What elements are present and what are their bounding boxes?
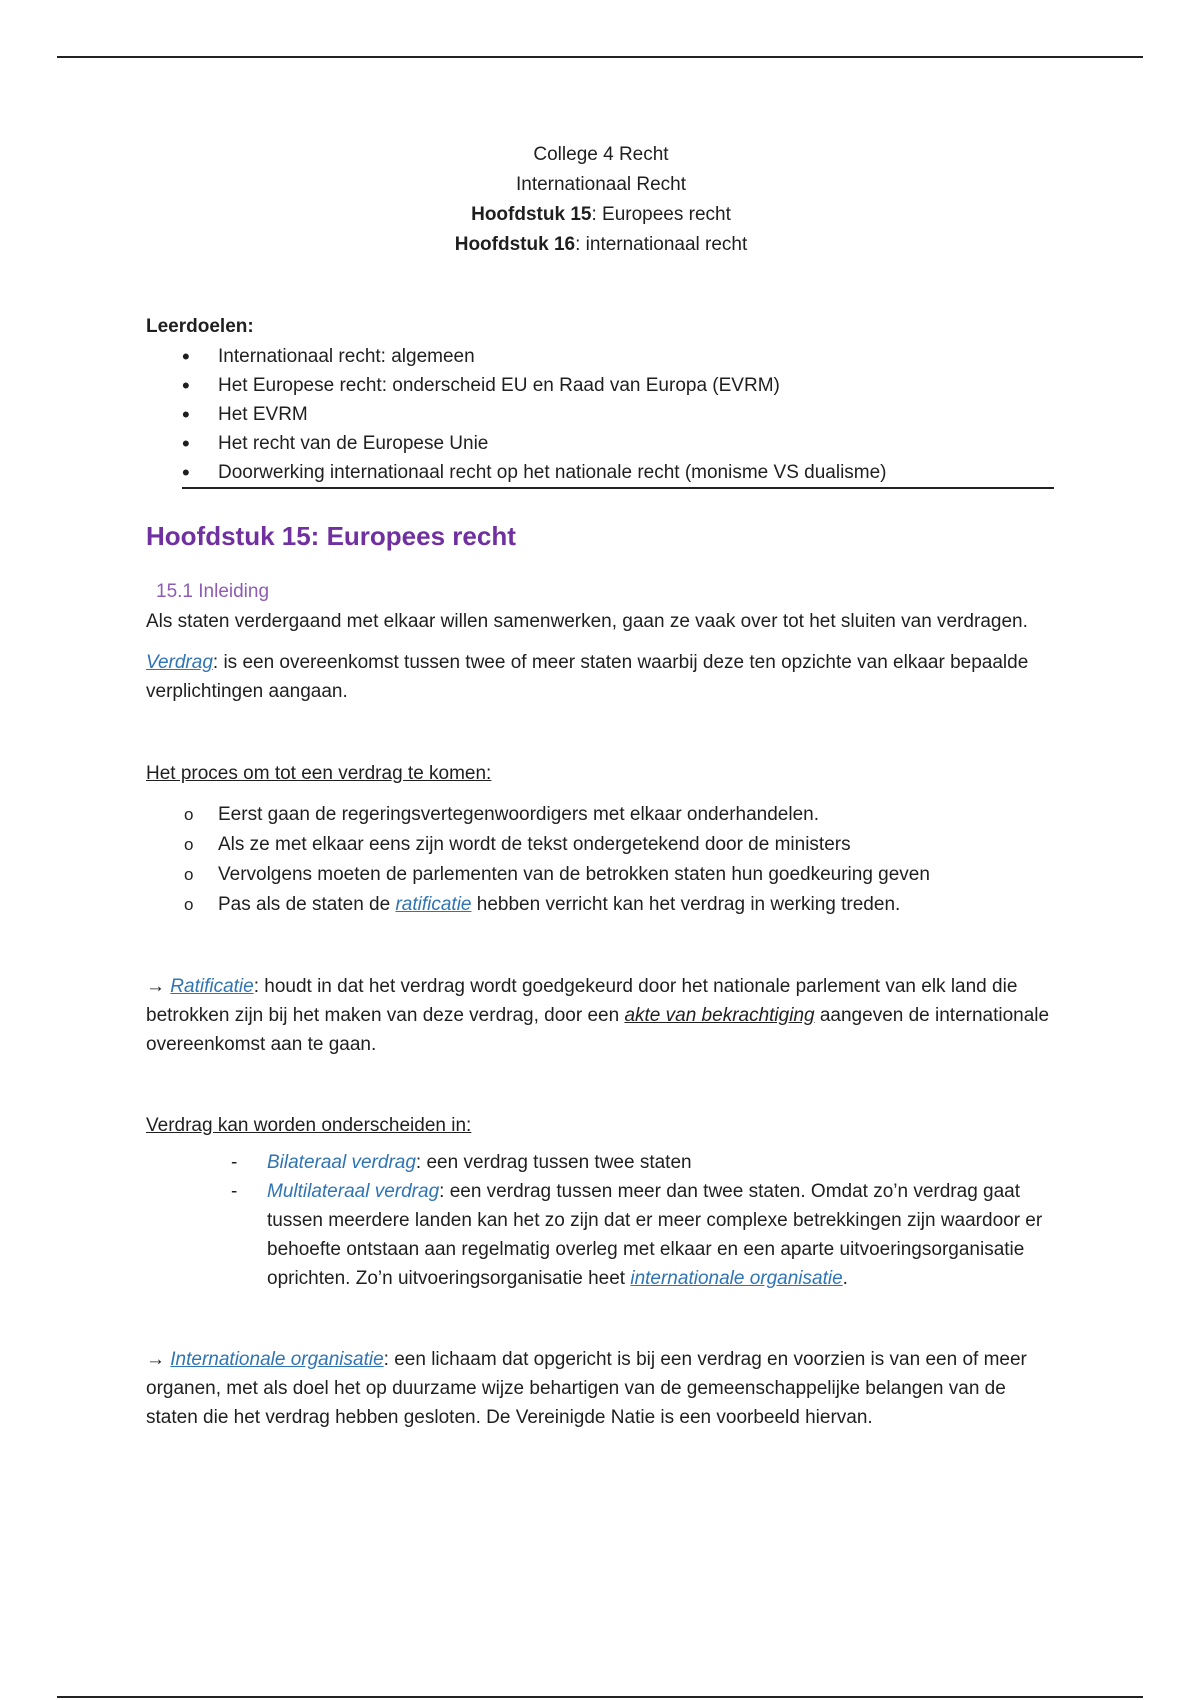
internationale-organisatie-link[interactable]: internationale organisatie (630, 1268, 843, 1289)
goals-divider (182, 487, 1054, 489)
intro-paragraph: Als staten verdergaand met elkaar willen samenwerken, gaan ze vaak over tot het sluiten van verdragen. (146, 611, 1028, 632)
page-top-rule (57, 56, 1143, 58)
section-heading: 15.1 Inleiding (156, 581, 270, 602)
list-item: • Doorwerking internationaal recht op het nationale recht (monisme VS dualisme) (146, 458, 1056, 487)
types-heading: Verdrag kan worden onderscheiden in: (146, 1115, 472, 1136)
io-term-link[interactable]: Internationale organisatie (170, 1349, 384, 1370)
list-item: o Eerst gaan de regeringsvertegenwoordigers met elkaar onderhandelen. (146, 800, 1056, 830)
document-page (146, 140, 1056, 1432)
document-header (146, 140, 1056, 260)
ratificatie-term-link[interactable]: Ratificatie (170, 976, 254, 997)
treaty-types-list (146, 1148, 1056, 1293)
verdrag-term-link[interactable]: Verdrag (146, 652, 213, 673)
bilateraal-term: Bilateraal verdrag (267, 1152, 416, 1173)
list-item: • Het Europese recht: onderscheid EU en Raad van Europa (EVRM) (146, 371, 1056, 400)
process-heading: Het proces om tot een verdrag te komen: (146, 763, 492, 784)
header-chapter-15: Hoofdstuk 15: Europees recht (471, 204, 731, 225)
learning-goals (146, 312, 1056, 489)
chapter-heading: Hoofdstuk 15: Europees recht (146, 521, 516, 551)
header-subject: Internationaal Recht (515, 174, 687, 195)
ratificatie-link[interactable]: ratificatie (395, 894, 472, 915)
process-list (146, 800, 1056, 920)
learning-goals-title: Leerdoelen: (146, 316, 254, 337)
akte-van-bekrachtiging: akte van bekrachtiging (624, 1005, 815, 1026)
verdrag-definition: Verdrag: is een overeenkomst tussen twee of meer staten waarbij deze ten opzichte van elkaar bepaalde verplichtingen aangaan. (146, 652, 1029, 702)
ratificatie-definition: → Ratificatie: houdt in dat het verdrag wordt goedgekeurd door het nationale parlement van elk land die betrokken zijn bij het maken van deze verdrag, door een akte van bekrachtiging aangeven de internationale overeenkomst aan te gaan. (146, 976, 1050, 1055)
list-item: o Vervolgens moeten de parlementen van de betrokken staten hun goedkeuring geven (146, 860, 1056, 890)
arrow-icon: → (146, 976, 165, 997)
multilateraal-term: Multilateraal verdrag (267, 1181, 440, 1202)
header-course: College 4 Recht (533, 144, 669, 165)
list-item: o Als ze met elkaar eens zijn wordt de tekst ondergetekend door de ministers (146, 830, 1056, 860)
learning-goals-list (146, 342, 1056, 487)
list-item: - Bilateraal verdrag: een verdrag tussen twee staten (146, 1148, 1056, 1177)
header-chapter-16: Hoofdstuk 16: internationaal recht (454, 234, 748, 255)
list-item: • Internationaal recht: algemeen (146, 342, 1056, 371)
list-item: • Het EVRM (146, 400, 1056, 429)
page-bottom-rule (57, 1696, 1143, 1698)
list-item: o Pas als de staten de ratificatie hebben verricht kan het verdrag in werking treden. (146, 890, 1056, 920)
list-item: - Multilateraal verdrag: een verdrag tussen meer dan twee staten. Omdat zo’n verdrag gaat tussen meerdere landen kan het zo zijn dat er meer complexe betrekkingen zijn waardoor er behoefte ontstaan aan regelmatig overleg met elkaar en een aparte uitvoeringsorganisatie oprichten. Zo’n uitvoeringsorganisatie heet internationale organisatie. (146, 1177, 1056, 1293)
list-item: • Het recht van de Europese Unie (146, 429, 1056, 458)
arrow-icon: → (146, 1349, 165, 1370)
io-definition: → Internationale organisatie: een lichaam dat opgericht is bij een verdrag en voorzien is van een of meer organen, met als doel het op duurzame wijze behartigen van de gemeenschappelijke belangen van de staten die het verdrag hebben gesloten. De Vereinigde Natie is een voorbeeld hiervan. (146, 1349, 1027, 1428)
